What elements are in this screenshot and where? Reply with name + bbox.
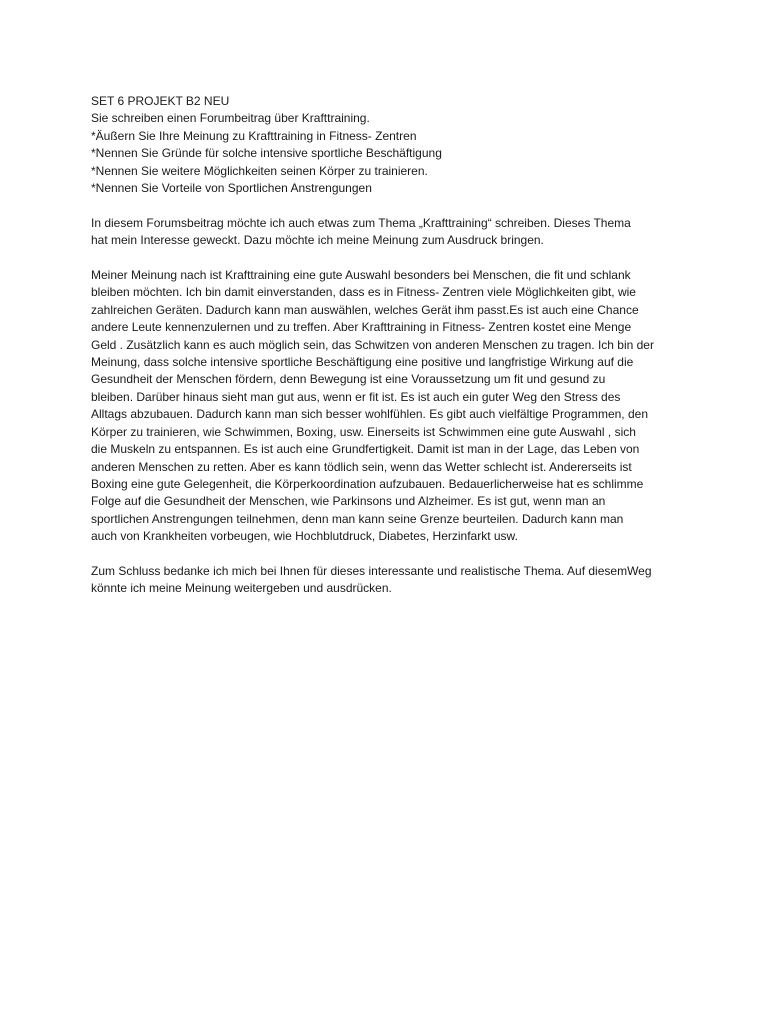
paragraph-line: Boxing eine gute Gelegenheit, die Körperkoordination aufzubauen. Bedauerlicherweise hat es schlimme	[91, 476, 644, 491]
paragraph-line: die Muskeln zu entspannen. Es ist auch eine Grundfertigkeit. Damit ist man in der Lage, das Leben von	[91, 442, 640, 457]
paragraph-line: Körper zu trainieren, wie Schwimmen, Boxing, usw. Einerseits ist Schwimmen eine gute Auswahl , sich	[91, 424, 636, 439]
document-title: SET 6 PROJEKT B2 NEU	[91, 94, 230, 108]
paragraph-line: hat mein Interesse geweckt. Dazu möchte ich meine Meinung zum Ausdruck bringen.	[91, 233, 544, 248]
paragraph-line: sportlichen Anstrengungen teilnehmen, denn man kann seine Grenze beurteilen. Dadurch kann man	[91, 511, 624, 526]
paragraph-line: Geld . Zusätzlich kann es auch möglich sein, das Schwitzen von anderen Menschen zu tragen. Ich bin der	[91, 337, 654, 352]
conclusion-paragraph	[91, 563, 691, 598]
paragraph-line: könnte ich meine Meinung weitergeben und ausdrücken.	[91, 581, 392, 596]
paragraph-line: bleiben. Darüber hinaus sieht man gut aus, wenn er fit ist. Es ist auch ein guter Weg den Stress des	[91, 389, 621, 404]
paragraph-line: Folge auf die Gesundheit der Menschen, wie Parkinsons und Alzheimer. Es ist gut, wenn man an	[91, 494, 606, 509]
paragraph-line: Alltags abzubauen. Dadurch kann man sich besser wohlfühlen. Es gibt auch vielfältige Programmen, den	[91, 407, 648, 422]
paragraph-line: andere Leute kennenzulernen und zu treffen. Aber Krafttraining in Fitness- Zentren kostet eine Menge	[91, 320, 632, 335]
paragraph-gap	[91, 197, 691, 214]
task-line: *Nennen Sie Gründe für solche intensive sportliche Beschäftigung	[91, 146, 442, 161]
paragraph-line: anderen Menschen zu retten. Aber es kann tödlich sein, wenn das Wetter schlecht ist. Andererseits ist	[91, 459, 632, 474]
task-line: Sie schreiben einen Forumbeitrag über Krafttraining.	[91, 111, 370, 126]
paragraph-line: Gesundheit der Menschen fördern, denn Bewegung ist eine Voraussetzung um fit und gesund zu	[91, 372, 606, 387]
paragraph-line: Meinung, dass solche intensive sportliche Beschäftigung eine positive und langfristige Wirkung auf die	[91, 355, 634, 370]
task-header	[91, 93, 691, 197]
task-line: *Äußern Sie Ihre Meinung zu Krafttraining in Fitness- Zentren	[91, 128, 417, 143]
intro-paragraph	[91, 215, 691, 250]
document-page	[91, 93, 691, 598]
paragraph-line: In diesem Forumsbeitrag möchte ich auch etwas zum Thema „Krafttraining“ schreiben. Dieses Thema	[91, 215, 631, 230]
task-line: *Nennen Sie weitere Möglichkeiten seinen Körper zu trainieren.	[91, 163, 428, 178]
paragraph-line: bleiben möchten. Ich bin damit einverstanden, dass es in Fitness- Zentren viele Möglichkeiten gibt, wie	[91, 285, 636, 300]
paragraph-line: zahlreichen Geräten. Dadurch kann man auswählen, welches Gerät ihm passt.Es ist auch eine Chance	[91, 302, 639, 317]
task-line: *Nennen Sie Vorteile von Sportlichen Anstrengungen	[91, 181, 372, 196]
body-paragraph	[91, 267, 691, 546]
paragraph-line: Meiner Meinung nach ist Krafttraining eine gute Auswahl besonders bei Menschen, die fit und schlank	[91, 268, 631, 283]
paragraph-gap	[91, 250, 691, 267]
paragraph-line: auch von Krankheiten vorbeugen, wie Hochblutdruck, Diabetes, Herzinfarkt usw.	[91, 529, 518, 544]
paragraph-line: Zum Schluss bedanke ich mich bei Ihnen für dieses interessante und realistische Thema. Auf diesemWeg	[91, 563, 652, 578]
paragraph-gap	[91, 546, 691, 563]
